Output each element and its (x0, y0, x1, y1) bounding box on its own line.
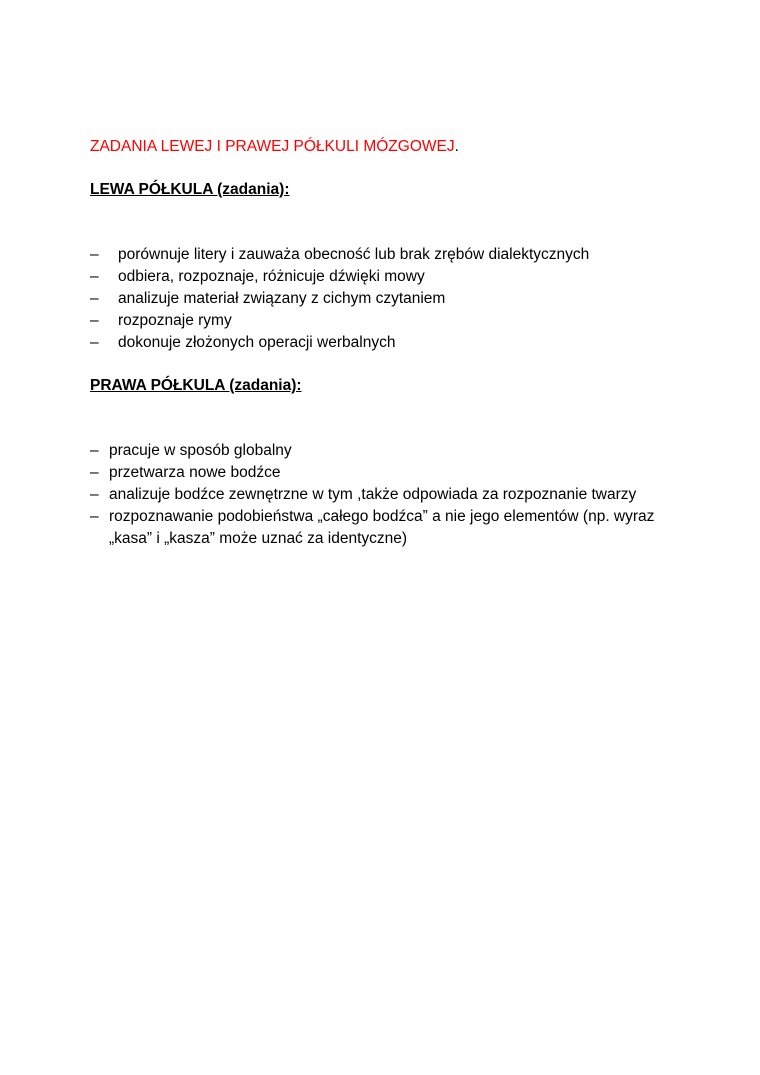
list-item (90, 440, 690, 462)
page-title (90, 137, 459, 157)
right-hemisphere-heading: PRAWA PÓŁKULA (zadania): (90, 377, 302, 394)
list-item (90, 506, 690, 550)
list-item-text: rozpoznawanie podobieństwa „całego bodźca” a nie jego elementów (np. wyraz „kasa” i „kasza” może uznać za identyczne) (109, 508, 655, 547)
dash-bullet: – (90, 486, 99, 503)
dash-bullet: – (90, 464, 99, 481)
list-item (90, 266, 589, 288)
list-item (90, 462, 690, 484)
left-hemisphere-list (90, 244, 589, 354)
dash-bullet: – (90, 246, 99, 263)
dash-bullet: – (90, 268, 99, 285)
dash-bullet: – (90, 508, 99, 525)
list-item-text: porównuje litery i zauważa obecność lub brak zrębów dialektycznych (118, 246, 590, 263)
right-hemisphere-list (90, 440, 690, 550)
left-hemisphere-heading: LEWA PÓŁKULA (zadania): (90, 181, 290, 198)
list-item (90, 332, 589, 354)
list-item (90, 244, 589, 266)
list-item (90, 288, 589, 310)
list-item-text: odbiera, rozpoznaje, różnicuje dźwięki mowy (118, 268, 425, 285)
list-item-text: przetwarza nowe bodźce (109, 464, 281, 481)
dash-bullet: – (90, 312, 99, 329)
list-item-text: rozpoznaje rymy (118, 312, 232, 329)
dash-bullet: – (90, 334, 99, 351)
list-item (90, 484, 690, 506)
list-item (90, 310, 589, 332)
dash-bullet: – (90, 290, 99, 307)
list-item-text: analizuje bodźce zewnętrzne w tym ,także odpowiada za rozpoznanie twarzy (109, 486, 637, 503)
list-item-text: pracuje w sposób globalny (109, 442, 292, 459)
list-item-text: dokonuje złożonych operacji werbalnych (118, 334, 396, 351)
page-title-text: ZADANIA LEWEJ I PRAWEJ PÓŁKULI MÓZGOWEJ (90, 138, 455, 155)
list-item-text: analizuje materiał związany z cichym czytaniem (118, 290, 446, 307)
dash-bullet: – (90, 442, 99, 459)
page-title-dot: . (454, 138, 459, 155)
